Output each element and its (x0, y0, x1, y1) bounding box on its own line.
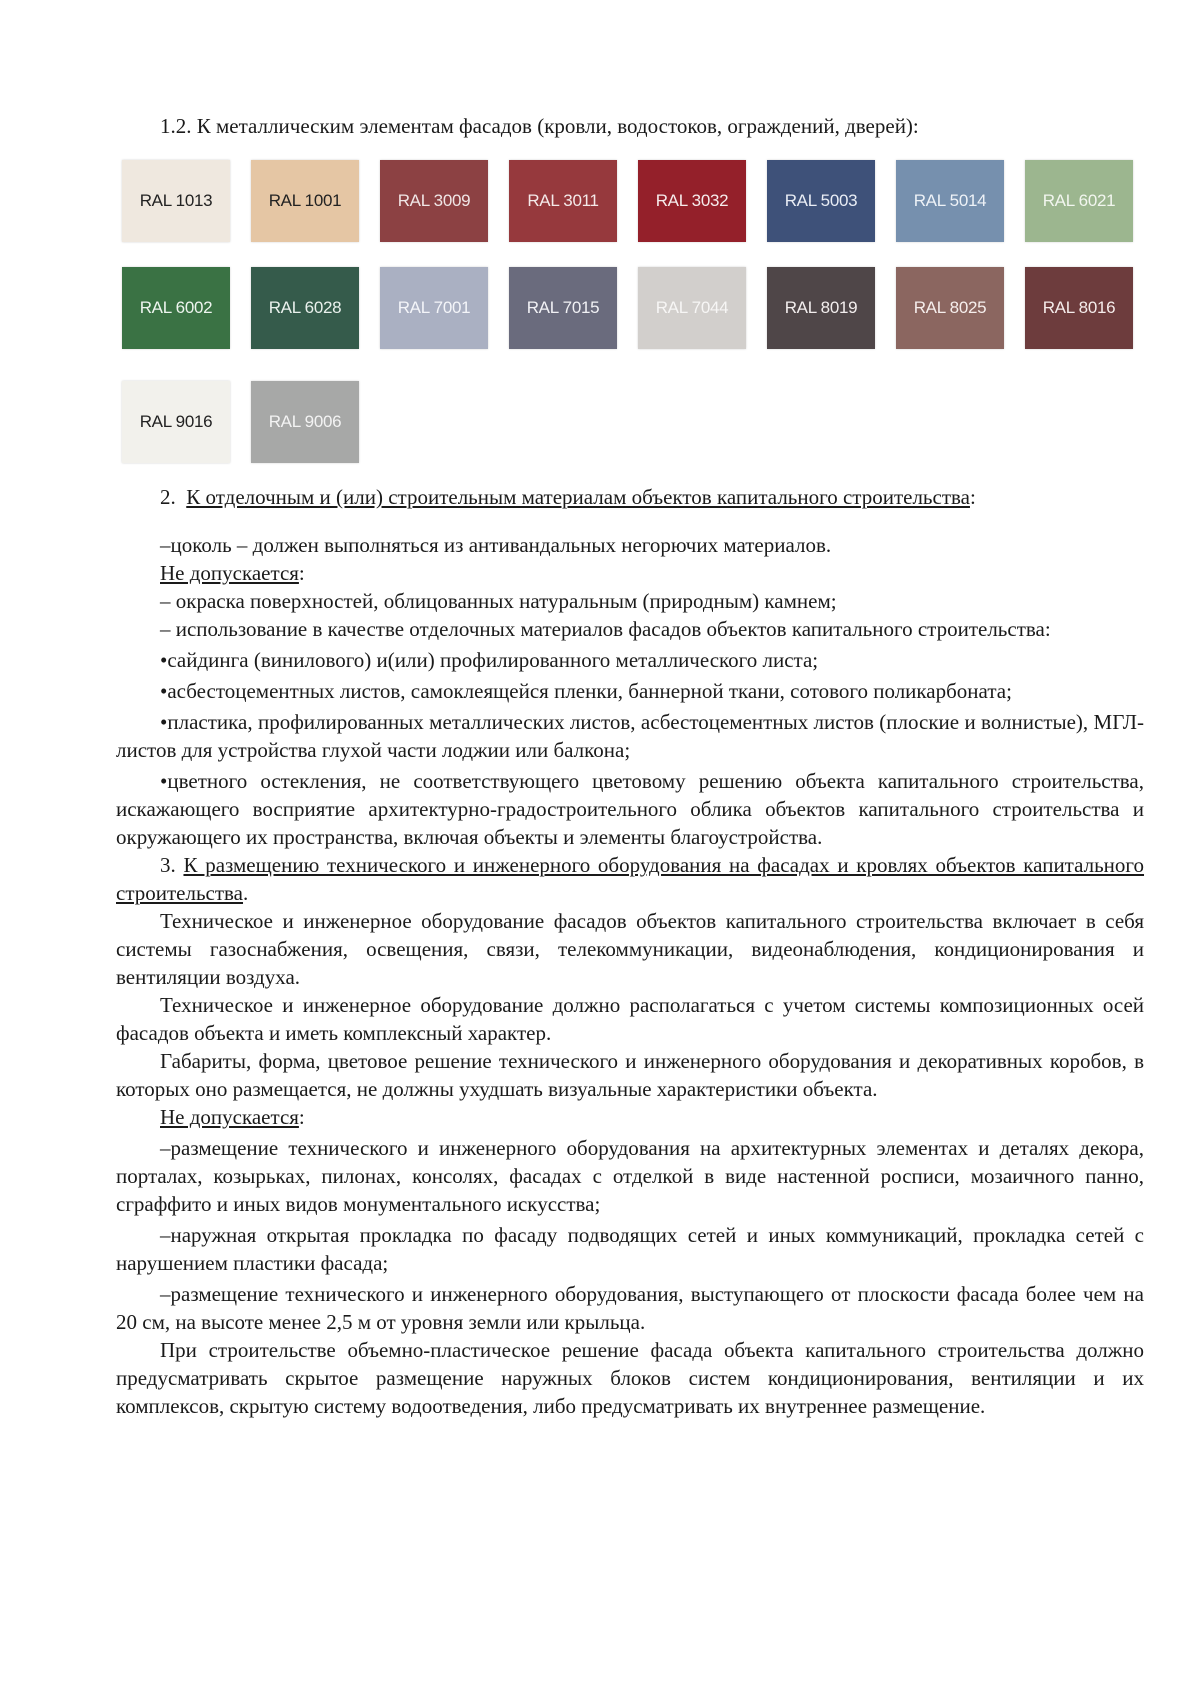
not-allowed-label-3: Не допускается (160, 1105, 299, 1129)
not-allowed-label: Не допускается (160, 561, 299, 585)
section-3-item-1: –размещение технического и инженерного оборудования на архитектурных элементах и деталях декора, порталах, козырьках, пилонах, консолях, фасадах с отделкой в виде настенной росписи, мозаичного панно, сграффито и иных видов монументального искусства; (116, 1136, 1144, 1216)
section-2-item-1: – окраска поверхностей, облицованных натуральным (природным) камнем; (160, 589, 837, 613)
section-2-item-2: – использование в качестве отделочных материалов фасадов объектов капитального строительства: (160, 617, 1051, 641)
ral-swatch: RAL 9006 (251, 381, 359, 463)
section-3-paragraph-4: При строительстве объемно-пластическое решение фасада объекта капитального строительства должно предусматривать скрытое размещение наружных блоков систем кондиционирования, вентиляции и их комплексов, скрытую систему водоотведения, либо предусматривать их внутреннее размещение. (116, 1338, 1144, 1418)
ral-swatch: RAL 6021 (1025, 160, 1133, 242)
ral-swatch: RAL 1013 (122, 160, 230, 242)
section-3-item-2: –наружная открытая прокладка по фасаду подводящих сетей и иных коммуникаций, прокладка сетей с нарушением пластики фасада; (116, 1223, 1144, 1275)
section-2-title-colon: : (969, 485, 976, 509)
plinth-requirement: –цоколь – должен выполняться из антивандальных негорючих материалов. (160, 533, 832, 557)
section-3-heading (116, 851, 1144, 907)
ral-swatch: RAL 8025 (896, 267, 1004, 349)
ral-swatch: RAL 3011 (509, 160, 617, 242)
bullet-item-2: • асбестоцементных листов, самоклеящейся пленки, баннерной ткани, сотового поликарбоната; (116, 677, 1144, 705)
section-3-paragraph-1: Техническое и инженерное оборудование фасадов объектов капитального строительства включает в себя системы газоснабжения, освещения, связи, телекоммуникации, видеонаблюдения, кондиционирования и вентиляции воздуха. (116, 909, 1144, 989)
section-3-title: К размещению технического и инженерного оборудования на фасадах и кровлях объектов капитального строительства (116, 853, 1145, 905)
bullet-item-3: • пластика, профилированных металлических листов, асбестоцементных листов (плоские и волнистые), МГЛ-листов для устройства глухой части лоджии или балкона; (116, 708, 1144, 764)
section-1-2-heading: 1.2. К металлическим элементам фасадов (кровли, водостоков, ограждений, дверей): (160, 114, 919, 138)
section-2-title: К отделочным и (или) строительным материалам объектов капитального строительства (186, 485, 970, 509)
ral-swatch: RAL 6002 (122, 267, 230, 349)
ral-swatch: RAL 3032 (638, 160, 746, 242)
section-3-paragraph-3: Габариты, форма, цветовое решение технического и инженерного оборудования и декоративных коробов, в которых оно размещается, не должны ухудшать визуальные характеристики объекта. (116, 1049, 1144, 1101)
ral-swatch: RAL 7044 (638, 267, 746, 349)
ral-swatch: RAL 5003 (767, 160, 875, 242)
bullet-item-4: • цветного остекления, не соответствующего цветовому решению объекта капитального строительства, искажающего восприятие архитектурно-градостроительного облика объектов капитального строительства и окружающего их пространства, включая объекты и элементы благоустройства. (116, 767, 1144, 851)
ral-swatch: RAL 9016 (122, 381, 230, 463)
ral-swatch: RAL 1001 (251, 160, 359, 242)
section-3-item-3: –размещение технического и инженерного оборудования, выступающего от плоскости фасада более чем на 20 см, на высоте менее 2,5 м от уровня земли или крыльца. (116, 1282, 1144, 1334)
section-2-heading (160, 483, 1144, 511)
ral-swatch: RAL 7001 (380, 267, 488, 349)
not-allowed-colon: : (298, 561, 305, 585)
section-3-number: 3. (160, 853, 176, 877)
section-3-paragraph-2: Техническое и инженерное оборудование должно располагаться с учетом системы композиционных осей фасадов объекта и иметь комплексный характер. (116, 993, 1144, 1045)
section-2-not-allowed (116, 559, 1144, 587)
not-allowed-colon-3: : (298, 1105, 305, 1129)
section-3-not-allowed (116, 1103, 1144, 1131)
ral-swatch: RAL 7015 (509, 267, 617, 349)
ral-swatch: RAL 8019 (767, 267, 875, 349)
ral-swatch: RAL 8016 (1025, 267, 1133, 349)
section-3-title-end: . (243, 881, 249, 905)
ral-swatch: RAL 6028 (251, 267, 359, 349)
ral-color-swatch-grid (122, 160, 1144, 463)
bullet-item-1: • сайдинга (винилового) и(или) профилированного металлического листа; (116, 646, 1144, 674)
ral-swatch: RAL 5014 (896, 160, 1004, 242)
ral-swatch: RAL 3009 (380, 160, 488, 242)
section-2-number: 2. (160, 485, 176, 509)
